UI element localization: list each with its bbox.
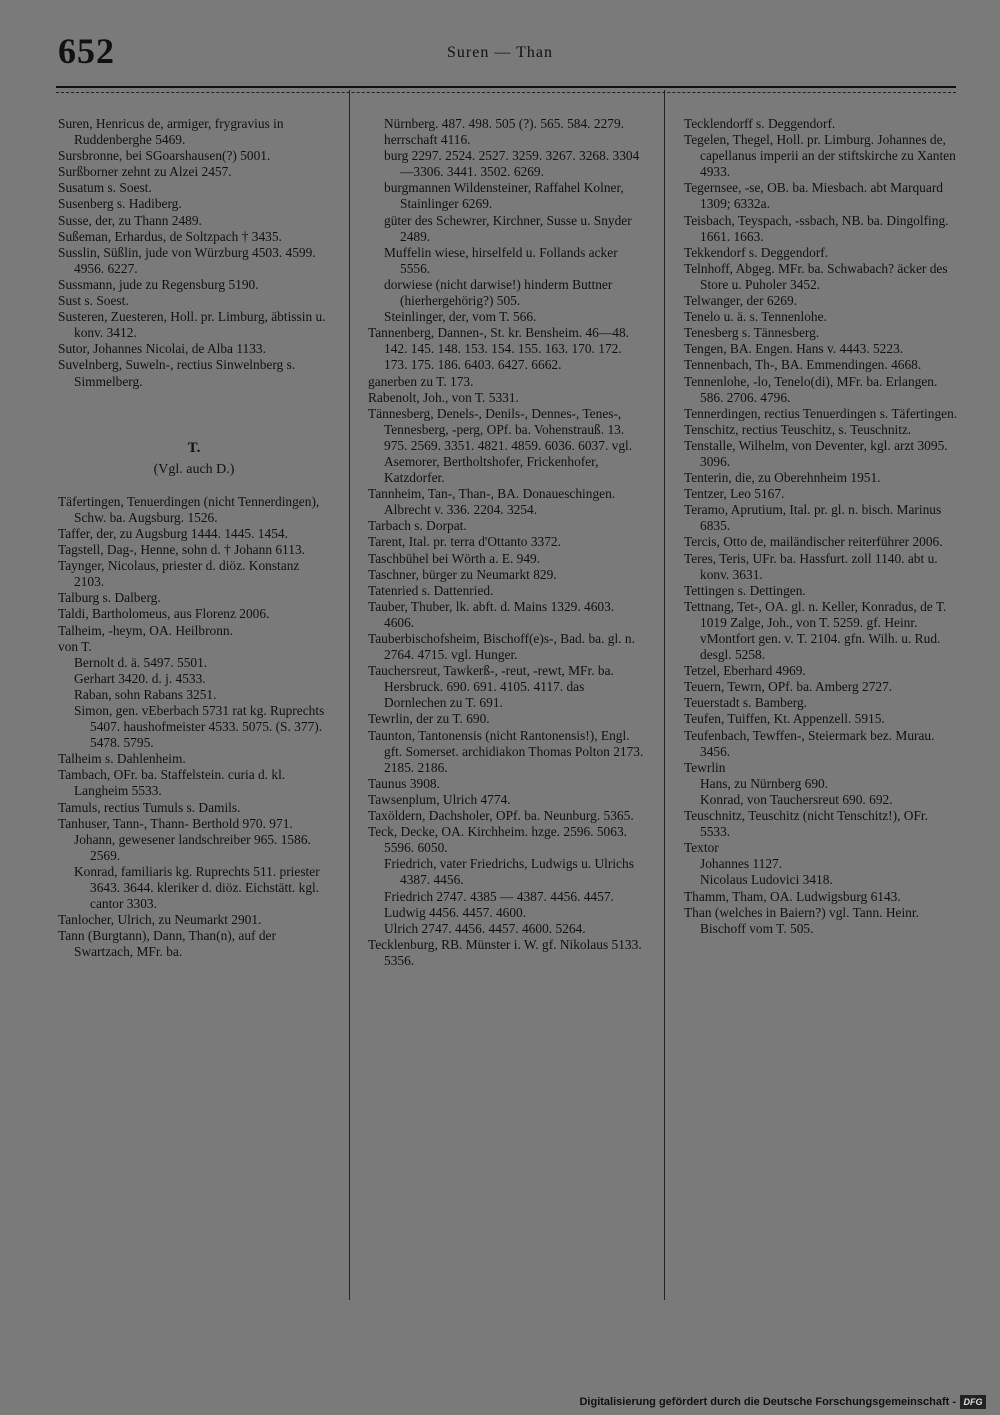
- index-sub-entry: güter des Schewrer, Kirchner, Susse u. Snyder 2489.: [384, 212, 632, 244]
- index-entry: Suren, Henricus de, armiger, frygravius in Ruddenberghe 5469.: [58, 116, 284, 148]
- index-entry: Täfertingen, Tenuerdingen (nicht Tennerdingen), Schw. ba. Augsburg. 1526.: [58, 493, 320, 525]
- index-entry: Sussmann, jude zu Regensburg 5190.: [58, 276, 259, 292]
- index-entry: Tarbach s. Dorpat.: [368, 518, 467, 534]
- index-sub-entry: Ludwig 4456. 4457. 4600.: [384, 904, 527, 920]
- index-entry: Tewrlin: [684, 759, 726, 775]
- index-sub-entry: Hans, zu Nürnberg 690.: [700, 775, 829, 791]
- index-entry: Rabenolt, Joh., von T. 5331.: [368, 389, 519, 405]
- index-entry: Tengen, BA. Engen. Hans v. 4443. 5223.: [684, 341, 904, 357]
- index-entry: Tercis, Otto de, mailändischer reiterführer 2006.: [684, 534, 943, 550]
- index-entry: Tannheim, Tan-, Than-, BA. Donaueschingen. Albrecht v. 336. 2204. 3254.: [368, 486, 616, 518]
- index-entry: Teuern, Tewrn, OPf. ba. Amberg 2727.: [684, 679, 893, 695]
- index-sub-entry: Konrad, von Tauchersreut 690. 692.: [700, 791, 893, 807]
- index-entry: Tenelo u. ä. s. Tennenlohe.: [684, 309, 827, 325]
- index-entry: Sutor, Johannes Nicolai, de Alba 1133.: [58, 341, 266, 357]
- index-entry: Tentzer, Leo 5167.: [684, 486, 785, 502]
- index-sub-entry: Muffelin wiese, hirselfeld u. Follands acker 5556.: [384, 244, 618, 276]
- index-entry: Sußeman, Erhardus, de Soltzpach † 3435.: [58, 228, 282, 244]
- index-entry: Teufenbach, Tewffen-, Steiermark bez. Murau. 3456.: [684, 727, 935, 759]
- footer-credit: [579, 1395, 986, 1409]
- index-entry: Teramo, Aprutium, Ital. pr. gl. n. bisch. Marinus 6835.: [684, 502, 942, 534]
- index-sub-entry: Raban, sohn Rabans 3251.: [74, 686, 217, 702]
- index-sub-entry: Konrad, familiaris kg. Ruprechts 511. priester 3643. 3644. kleriker d. diöz. Eichstätt. kgl. cantor 3303.: [74, 863, 320, 912]
- index-entry: Tatenried s. Dattenried.: [368, 582, 494, 598]
- index-entry: Tanlocher, Ulrich, zu Neumarkt 2901.: [58, 912, 262, 928]
- index-entry: Teuschnitz, Teuschitz (nicht Tenschitz!), OFr. 5533.: [684, 808, 928, 840]
- index-entry: Tauber, Thuber, lk. abft. d. Mains 1329. 4603. 4606.: [368, 598, 615, 630]
- index-entry: Tetzel, Eberhard 4969.: [684, 663, 806, 679]
- index-entry: Taunton, Tantonensis (nicht Rantonensis!), Engl. gft. Somerset. archidiakon Thomas Polton 2173. 2185. 2186.: [368, 727, 644, 775]
- index-entry: Tawsenplum, Ulrich 4774.: [368, 791, 511, 807]
- index-entry: Susse, der, zu Thann 2489.: [58, 212, 202, 228]
- index-entry: Taschbühel bei Wörth a. E. 949.: [368, 550, 541, 566]
- index-entry: Tenschitz, rectius Teuschitz, s. Teuschnitz.: [684, 421, 912, 437]
- index-sub-entry: Nicolaus Ludovici 3418.: [700, 872, 833, 888]
- index-entry: Tenterin, die, zu Oberehnheim 1951.: [684, 470, 881, 486]
- index-entry: Tauchersreut, Tawkerß-, -reut, -rewt, MFr. ba. Hersbruck. 690. 691. 4105. 4117. das Dornlechen zu T. 691.: [368, 663, 614, 711]
- index-entry: Tannenberg, Dannen-, St. kr. Bensheim. 46—48. 142. 145. 148. 153. 154. 155. 163. 170. 172. 173. 175. 186. 6403. 6427. 6662.: [368, 325, 630, 373]
- index-entry: Susteren, Zuesteren, Holl. pr. Limburg, äbtissin u. konv. 3412.: [58, 309, 326, 341]
- column-divider: [349, 90, 350, 1300]
- index-entry: Suvelnberg, Suweln-, rectius Sinwelnberg s. Simmelberg.: [58, 357, 296, 389]
- index-sub-entry: Bernolt d. ä. 5497. 5501.: [74, 654, 208, 670]
- index-sub-entry: Nürnberg. 487. 498. 505 (?). 565. 584. 2279.: [384, 116, 625, 131]
- index-entry: Talheim, -heym, OA. Heilbronn.: [58, 622, 233, 638]
- page-number: 652: [58, 31, 115, 71]
- column-divider: [664, 90, 665, 1300]
- index-entry: Teres, Teris, UFr. ba. Hassfurt. zoll 1140. abt u. konv. 3631.: [684, 550, 938, 582]
- index-entry: Teck, Decke, OA. Kirchheim. hzge. 2596. 5063. 5596. 6050.: [368, 824, 627, 856]
- column-2: [368, 116, 644, 969]
- index-entry: Tännesberg, Denels-, Denils-, Dennes-, Tenes-, Tennesberg, -perg, OPf. ba. Vohenstrauß. 13. 975. 2569. 3351. 4821. 4859. 6036. 6037. vgl. Asemorer, Bertholtshofer, Frickenhofer, Katzdorfer.: [368, 405, 633, 486]
- index-entry: Tagstell, Dag-, Henne, sohn d. † Johann 6113.: [58, 542, 305, 558]
- index-sub-entry: Steinlinger, der, vom T. 566.: [384, 309, 537, 325]
- index-entry: Surßborner zehnt zu Alzei 2457.: [58, 164, 232, 180]
- index-entry: Than (welches in Baiern?) vgl. Tann. Heinr. Bischoff vom T. 505.: [684, 904, 919, 936]
- index-sub-entry: burgmannen Wildensteiner, Raffahel Kolner, Stainlinger 6269.: [384, 180, 624, 212]
- index-entry: Teisbach, Teyspach, -ssbach, NB. ba. Dingolfing. 1661. 1663.: [684, 212, 949, 244]
- section-heading: T.: [187, 439, 201, 456]
- index-sub-entry: burg 2297. 2524. 2527. 3259. 3267. 3268. 3304—3306. 3441. 3502. 6269.: [384, 148, 640, 180]
- index-entry: Tettingen s. Dettingen.: [684, 582, 806, 598]
- index-entry: Teufen, Tuiffen, Kt. Appenzell. 5915.: [684, 711, 885, 727]
- index-entry: Telnhoff, Abgeg. MFr. ba. Schwabach? äcker des Store u. Puholer 3452.: [684, 260, 948, 292]
- index-entry: Tamuls, rectius Tumuls s. Damils.: [58, 799, 241, 815]
- running-title: Suren — Than: [447, 44, 553, 61]
- index-entry: Tann (Burgtann), Dann, Than(n), auf der Swartzach, MFr. ba.: [58, 928, 276, 960]
- index-entry: Taxöldern, Dachsholer, OPf. ba. Neunburg. 5365.: [368, 808, 634, 824]
- index-entry: von T.: [58, 638, 92, 654]
- index-entry: Talheim s. Dahlenheim.: [58, 751, 186, 767]
- index-sub-entry: Friedrich 2747. 4385 — 4387. 4456. 4457.: [384, 888, 614, 904]
- index-sub-entry: Friedrich, vater Friedrichs, Ludwigs u. Ulrichs 4387. 4456.: [384, 856, 634, 888]
- index-entry: Tekkendorf s. Deggendorf.: [684, 244, 829, 260]
- index-entry: Tenesberg s. Tännesberg.: [684, 325, 820, 341]
- index-entry: Tewrlin, der zu T. 690.: [368, 711, 490, 727]
- index-entry: Tegernsee, -se, OB. ba. Miesbach. abt Marquard 1309; 6332a.: [684, 180, 943, 212]
- footer-credit-text: Digitalisierung gefördert durch die Deutsche Forschungsgemeinschaft -: [579, 1396, 956, 1408]
- index-entry: Taffer, der, zu Augsburg 1444. 1445. 1454.: [58, 525, 288, 541]
- section-note: (Vgl. auch D.): [153, 461, 235, 477]
- index-entry: Tecklenburg, RB. Münster i. W. gf. Nikolaus 5133. 5356.: [368, 936, 642, 968]
- index-entry: Tegelen, Thegel, Holl. pr. Limburg. Johannes de, capellanus imperii an der stiftskirche zu Xanten 4933.: [684, 132, 956, 180]
- index-entry: Susslin, Süßlin, jude von Würzburg 4503. 4599. 4956. 6227.: [58, 244, 316, 276]
- index-sub-entry: herrschaft 4116.: [384, 132, 471, 148]
- index-entry: Tenstalle, Wilhelm, von Deventer, kgl. arzt 3095. 3096.: [684, 437, 948, 469]
- index-entry: Telwanger, der 6269.: [684, 293, 798, 309]
- index-entry: Tambach, OFr. ba. Staffelstein. curia d. kl. Langheim 5533.: [58, 767, 286, 799]
- index-entry: Tauberbischofsheim, Bischoff(e)s-, Bad. ba. gl. n. 2764. 4715. vgl. Hunger.: [368, 631, 635, 663]
- index-sub-entry: Ulrich 2747. 4456. 4457. 4600. 5264.: [384, 920, 586, 936]
- index-entry: Sust s. Soest.: [58, 293, 129, 309]
- column-3: [684, 116, 958, 937]
- index-sub-entry: Johannes 1127.: [700, 856, 783, 872]
- index-sub-entry: dorwiese (nicht darwise!) hinderm Buttner (hierhergehörig?) 505.: [384, 276, 613, 309]
- index-entry: Tecklendorff s. Deggendorf.: [684, 116, 836, 131]
- index-entry: Susatum s. Soest.: [58, 180, 152, 196]
- index-sub-entry: Simon, gen. vEberbach 5731 rat kg. Ruprechts 5407. haushofmeister 4533. 5075. (S. 377). 5478. 5795.: [74, 703, 325, 751]
- index-entry: Tettnang, Tet-, OA. gl. n. Keller, Konradus, de T. 1019 Zalge, Joh., von T. 5259. gf. Heinr. vMontfort gen. v. T. 2104. gfn. Wilh. u. Rud. desgl. 5258.: [684, 598, 947, 663]
- index-entry: Thamm, Tham, OA. Ludwigsburg 6143.: [684, 888, 901, 904]
- index-entry: Tennerdingen, rectius Tenuerdingen s. Täfertingen.: [684, 405, 958, 421]
- dfg-logo: DFG: [960, 1395, 986, 1409]
- index-entry: Taldi, Bartholomeus, aus Florenz 2006.: [58, 606, 270, 622]
- index-entry: Tarent, Ital. pr. terra d'Ottanto 3372.: [368, 534, 561, 550]
- index-entry: Tennenbach, Th-, BA. Emmendingen. 4668.: [684, 357, 922, 373]
- index-entry: Taynger, Nicolaus, priester d. diöz. Konstanz 2103.: [58, 558, 300, 590]
- column-1: [58, 116, 330, 961]
- index-entry: ganerben zu T. 173.: [368, 373, 474, 389]
- index-entry: Taunus 3908.: [368, 775, 440, 791]
- index-entry: Textor: [684, 840, 719, 856]
- index-entry: Taschner, bürger zu Neumarkt 829.: [368, 566, 557, 582]
- index-entry: Talburg s. Dalberg.: [58, 590, 161, 606]
- header-rule-secondary: [56, 92, 956, 93]
- index-entry: Tanhuser, Tann-, Thann- Berthold 970. 971.: [58, 815, 293, 831]
- header-rule: [56, 86, 956, 88]
- index-sub-entry: Johann, gewesener landschreiber 965. 1586. 2569.: [74, 831, 311, 863]
- index-entry: Sursbronne, bei SGoarshausen(?) 5001.: [58, 148, 271, 164]
- index-entry: Tennenlohe, -lo, Tenelo(di), MFr. ba. Erlangen. 586. 2706. 4796.: [684, 373, 938, 405]
- index-entry: Susenberg s. Hadiberg.: [58, 196, 182, 212]
- index-sub-entry: Gerhart 3420. d. j. 4533.: [74, 670, 206, 686]
- index-entry: Teuerstadt s. Bamberg.: [684, 695, 808, 711]
